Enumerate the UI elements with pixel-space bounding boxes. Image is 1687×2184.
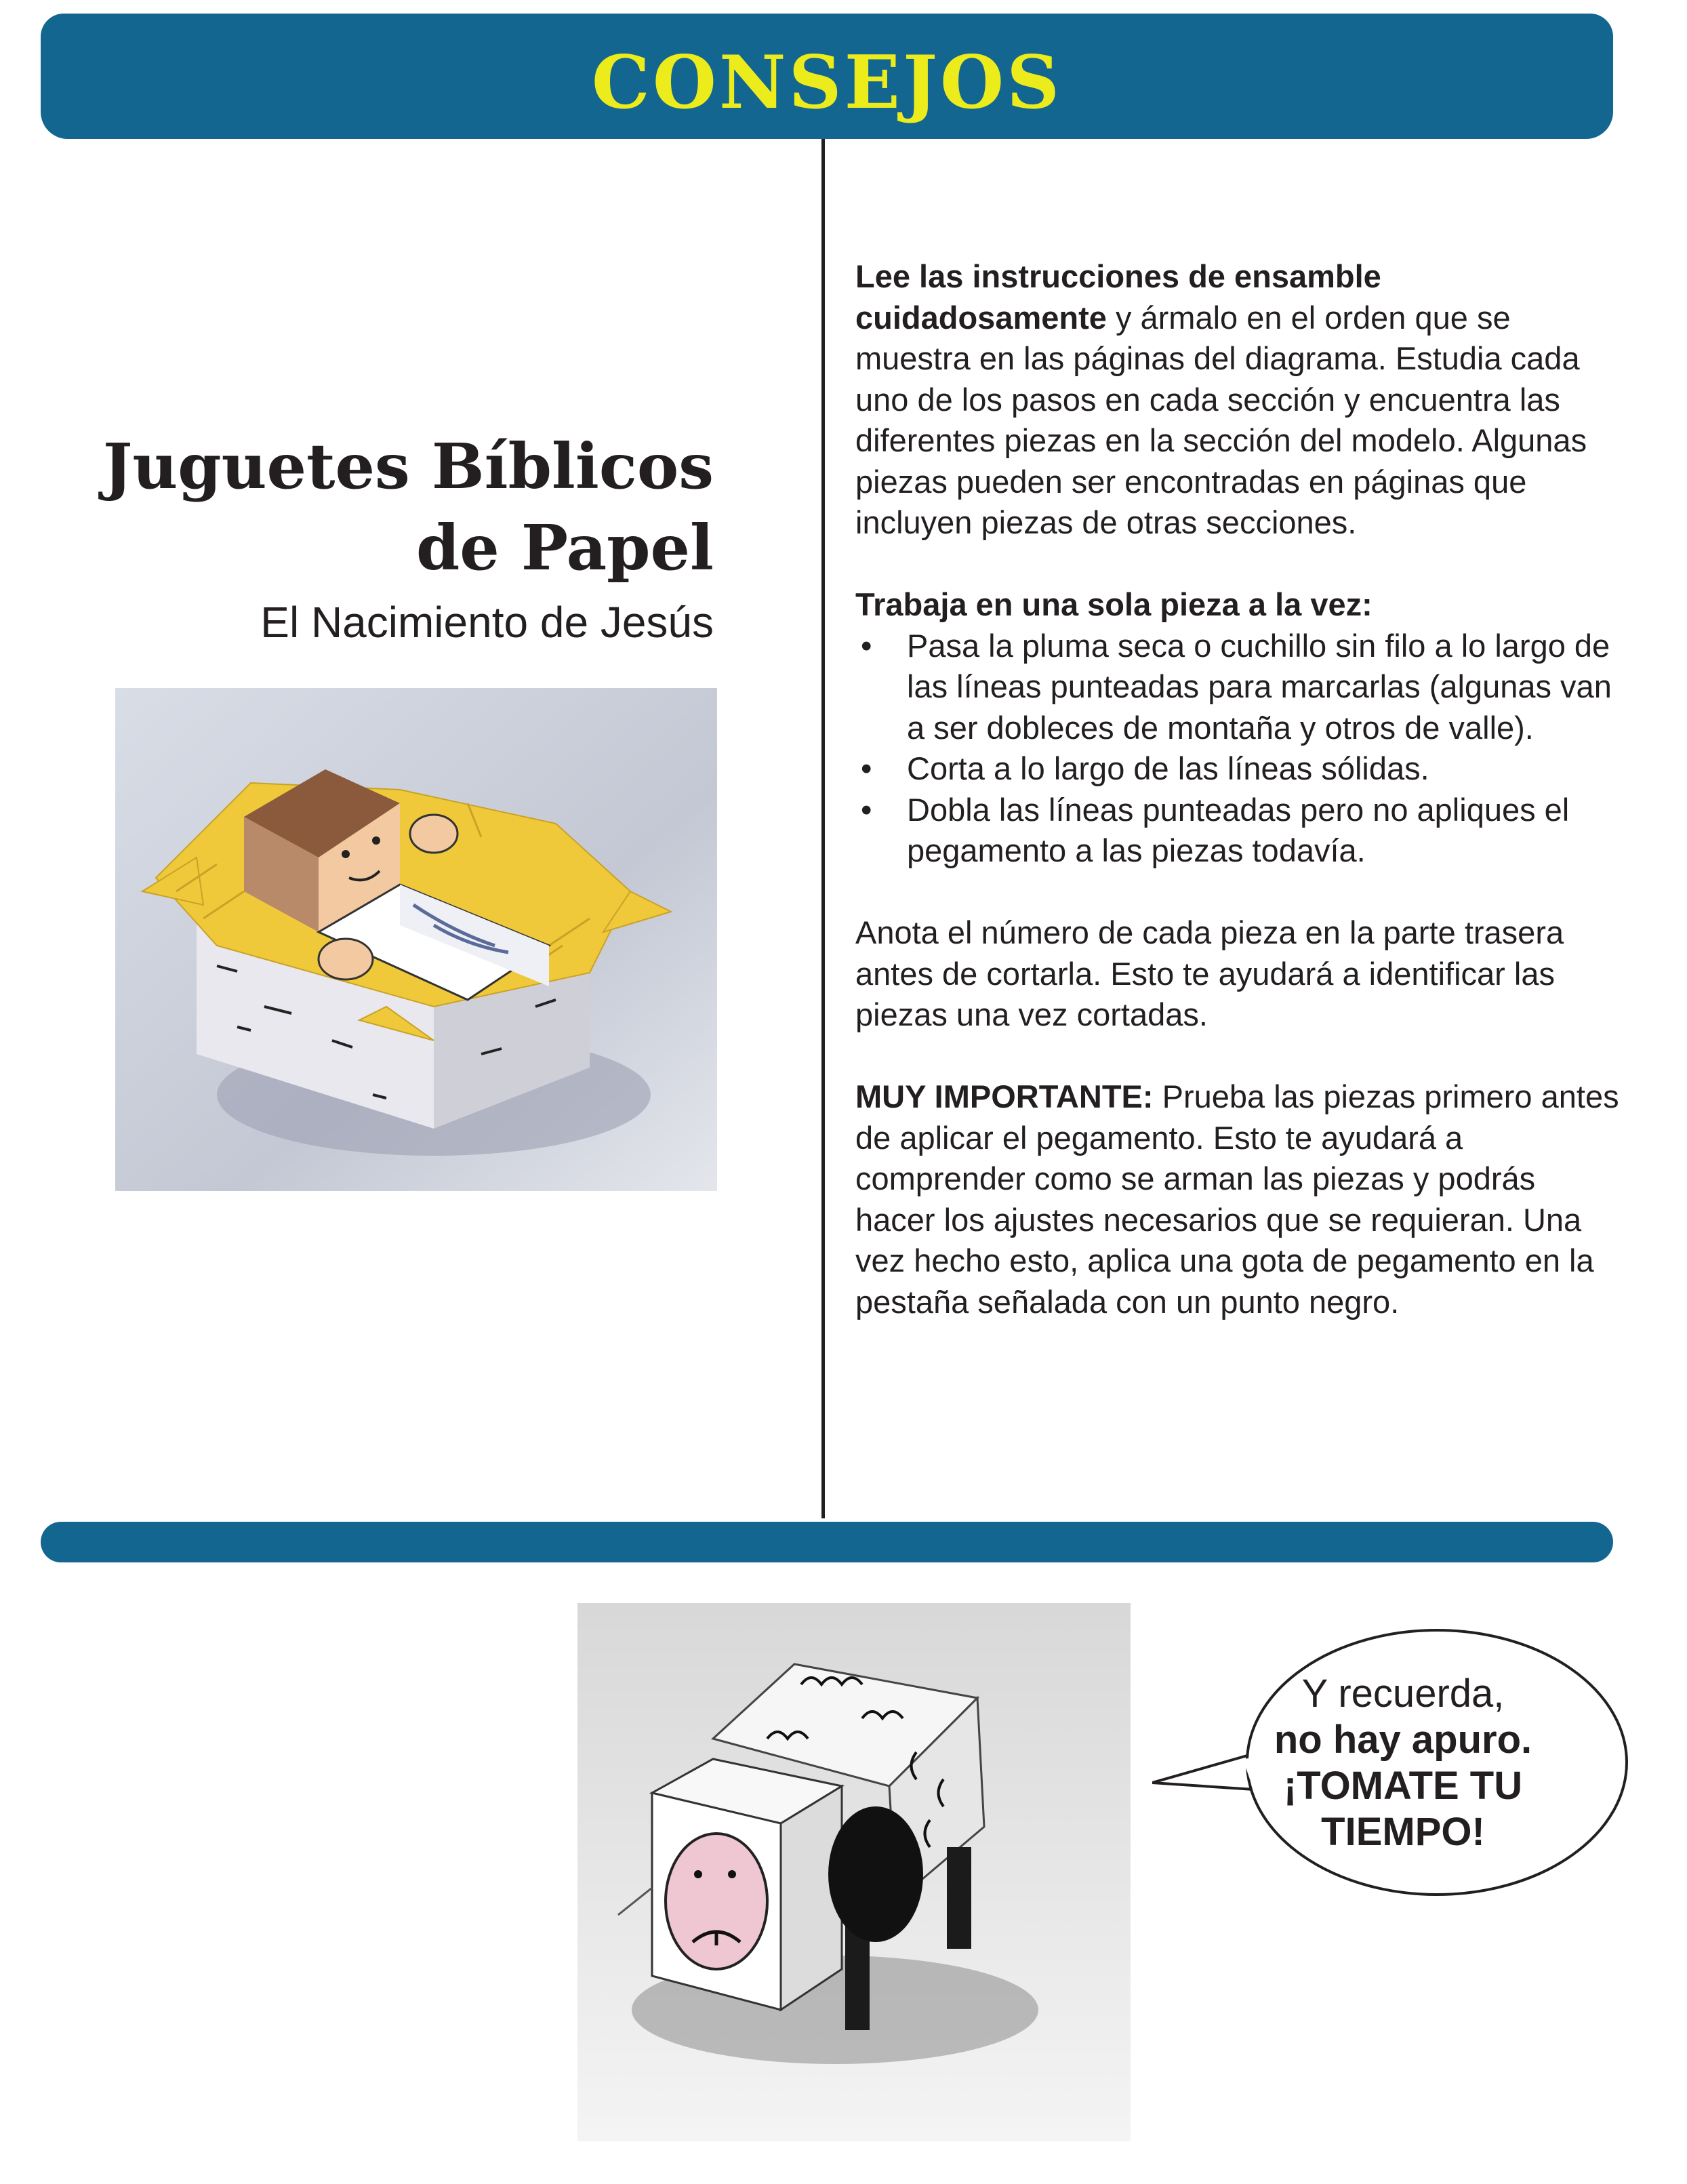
bubble-line-4: TIEMPO! bbox=[1321, 1810, 1485, 1854]
product-title bbox=[103, 426, 714, 588]
bubble-line-2: no hay apuro. bbox=[1274, 1718, 1532, 1762]
instructions-paragraph-4-rest: Prueba las piezas primero antes de aplicar el pegamento. Esto te ayudará a comprender como se arman las piezas y podrás hacer los ajustes necesarios que se requieran. Una vez hecho esto, aplica una gota de pegamento en la pestaña señalada con un punto negro. bbox=[855, 1078, 1619, 1320]
header-banner bbox=[41, 14, 1613, 139]
speech-bubble-text bbox=[1213, 1671, 1593, 1855]
instructions-text bbox=[855, 256, 1621, 1364]
bubble-line-3: ¡TOMATE TU bbox=[1283, 1764, 1523, 1808]
list-item: • Dobla las líneas punteadas pero no apliques el pegamento a las piezas todavía. bbox=[855, 790, 1621, 872]
work-one-piece-heading: Trabaja en una sola pieza a la vez: bbox=[855, 586, 1373, 622]
column-divider bbox=[821, 139, 825, 1518]
list-item: • Corta a lo largo de las líneas sólidas. bbox=[855, 748, 1621, 790]
very-important-bold: MUY IMPORTANTE: bbox=[855, 1078, 1154, 1114]
read-carefully-bold: Lee las instrucciones de ensamble cuidadosamente bbox=[855, 258, 1381, 336]
product-subtitle: El Nacimiento de Jesús bbox=[260, 598, 714, 647]
instructions-paragraph-1 bbox=[855, 256, 1621, 544]
instructions-paragraph-3: Anota el número de cada pieza en la parte trasera antes de cortarla. Esto te ayudará a identificar las piezas una vez cortadas. bbox=[855, 914, 1564, 1032]
instructions-paragraph-1-rest: y ármalo en el orden que se muestra en las páginas del diagrama. Estudia cada uno de los pasos en cada sección y encuentra las diferentes piezas en la sección del modelo. Algunas piezas pueden ser encontradas en páginas que incluyen piezas de otras secciones. bbox=[855, 299, 1587, 540]
steps-list bbox=[855, 626, 1621, 872]
instructions-paragraph-4 bbox=[855, 1076, 1621, 1322]
bubble-line-1: Y recuerda, bbox=[1301, 1672, 1505, 1716]
product-title-line1: Juguetes Bíblicos bbox=[102, 430, 714, 503]
manger-model-photo bbox=[115, 688, 717, 1191]
list-item: • Pasa la pluma seca o cuchillo sin filo a lo largo de las líneas punteadas para marcarlas (algunas van a ser dobleces de montaña y otros de valle). bbox=[855, 626, 1621, 749]
product-title-line2: de Papel bbox=[415, 511, 714, 584]
footer-banner bbox=[41, 1522, 1613, 1562]
header-title: CONSEJOS bbox=[591, 40, 1063, 125]
sheep-model-photo bbox=[577, 1603, 1131, 2141]
